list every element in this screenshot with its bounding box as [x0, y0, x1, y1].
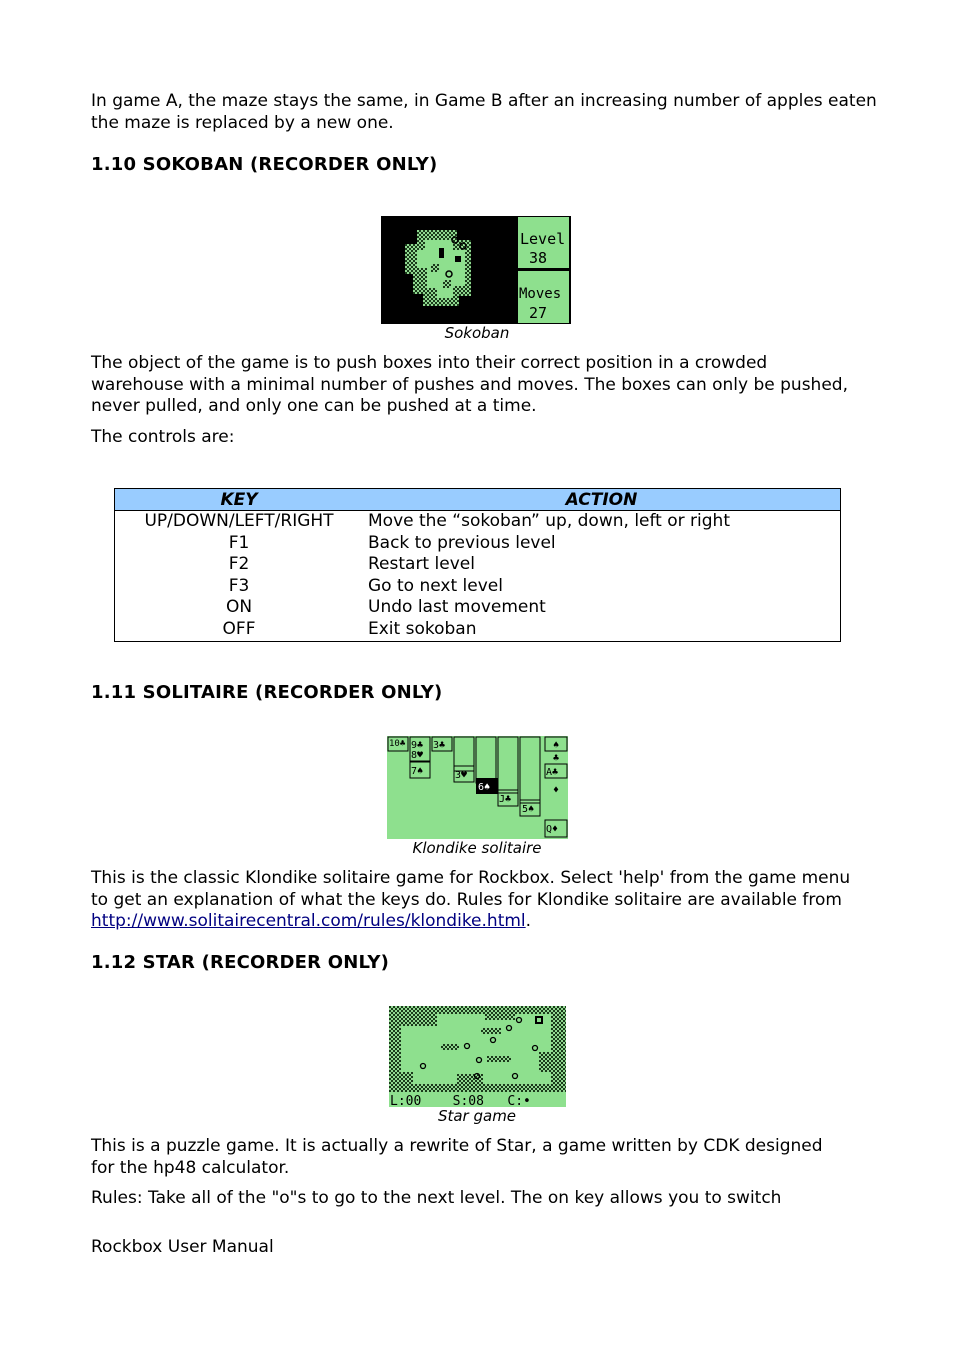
key-cell: OFF — [222, 618, 256, 639]
solitaire-heading: 1.11 SOLITAIRE (RECORDER ONLY) — [91, 682, 443, 703]
klondike-rules-link[interactable]: http://www.solitairecentral.com/rules/klondike.html — [91, 911, 526, 931]
action-cell: Restart level — [368, 554, 475, 575]
star-description: This is a puzzle game. It is actually a rewrite of Star, a game written by CDK designed for the hp48 calculator. — [91, 1136, 823, 1178]
key-cell: F3 — [228, 575, 250, 596]
star-screenshot — [389, 1006, 566, 1107]
action-cell: Go to next level — [368, 575, 503, 596]
action-cell: Move the “sokoban” up, down, left or right — [368, 511, 730, 531]
solitaire-card: ♦ — [553, 785, 560, 796]
key-cell: F1 — [228, 532, 250, 553]
sokoban-level-value: 38 — [529, 249, 548, 267]
action-cell: Exit sokoban — [368, 618, 477, 639]
key-column-header: KEY — [115, 489, 364, 511]
sokoban-description: The object of the game is to push boxes into their correct position in a crowded warehouse with a minimal number of pushes and moves. The boxes can only be pushed, never pulled, and only one can be pushed at a time. — [91, 353, 848, 416]
key-cell: F2 — [228, 554, 250, 575]
controls-header-row — [115, 489, 841, 511]
table-row — [115, 533, 841, 555]
sokoban-heading: 1.10 SOKOBAN (RECORDER ONLY) — [91, 154, 438, 175]
sokoban-screenshot — [381, 216, 571, 324]
table-row — [115, 576, 841, 598]
intro-paragraph: In game A, the maze stays the same, in Game B after an increasing number of apples eaten the maze is replaced by a new one. — [91, 91, 877, 133]
solitaire-text: This is the classic Klondike solitaire game for Rockbox. Select 'help' from the game menu to get an explanation of what the keys do. Rules for Klondike solitaire are available from — [91, 868, 851, 910]
sokoban-moves-label: Moves — [519, 286, 562, 302]
solitaire-screenshot — [387, 736, 568, 839]
solitaire-card: 3♣ — [433, 740, 446, 751]
key-cell: ON — [225, 597, 253, 618]
table-row — [115, 511, 841, 533]
action-column-header: ACTION — [363, 489, 841, 511]
solitaire-caption: Klondike solitaire — [412, 839, 542, 857]
solitaire-card: 8♥ — [411, 750, 424, 761]
star-heading: 1.12 STAR (RECORDER ONLY) — [91, 952, 389, 973]
solitaire-card: Q♦ — [546, 824, 559, 835]
table-row — [115, 597, 841, 619]
solitaire-description — [91, 868, 861, 933]
star-caption: Star game — [437, 1107, 517, 1125]
sokoban-caption: Sokoban — [444, 324, 510, 342]
sokoban-level-label: Level — [520, 230, 566, 248]
action-cell: Undo last movement — [368, 597, 546, 618]
solitaire-card: A♣ — [546, 767, 559, 778]
solitaire-text-end: . — [525, 911, 532, 931]
solitaire-card: 10♣ — [389, 739, 406, 749]
sokoban-moves-value: 27 — [529, 304, 548, 322]
controls-intro: The controls are: — [91, 427, 235, 447]
table-row — [115, 619, 841, 641]
solitaire-card: ♠ — [553, 740, 560, 751]
solitaire-card: 7♠ — [411, 766, 424, 777]
footer: Rockbox User Manual — [91, 1237, 274, 1257]
controls-table — [114, 488, 841, 642]
solitaire-card: 6♠ — [478, 782, 491, 793]
solitaire-card: 3♥ — [455, 770, 468, 781]
solitaire-card: ♣ — [553, 753, 560, 764]
solitaire-card: 9♣ — [411, 740, 424, 751]
star-rules: Rules: Take all of the "o"s to go to the next level. The on key allows you to switch — [91, 1188, 782, 1208]
key-cell: UP/DOWN/LEFT/RIGHT — [144, 511, 334, 531]
solitaire-card: J♣ — [499, 794, 512, 805]
star-status-bar: L:00 S:08 C:• — [390, 1094, 531, 1107]
action-cell: Back to previous level — [368, 532, 556, 553]
solitaire-card: 5♠ — [522, 804, 535, 815]
table-row — [115, 554, 841, 576]
